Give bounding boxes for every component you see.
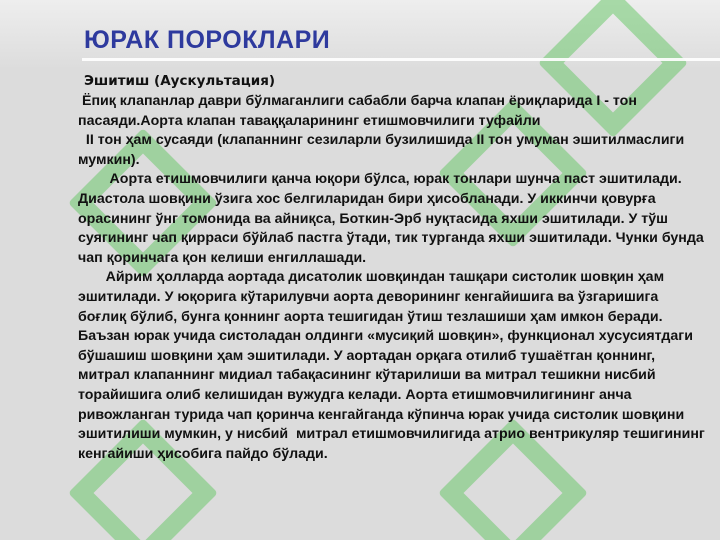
body-text bbox=[78, 92, 709, 464]
paragraph: Аорта етишмовчилиги қанча юқори бўлса, юрак тонлари шунча паст эшитилади. Диастола шовқини ўзига хос белгиларидан бири ҳисобланади. У иккинчи қовурға орасининг ўнг томонида ва айниқса, Боткин-Эрб нуқтасида яхши эшитилади. У тўш суягининг чап қирраси бўйлаб пастга ўтади, тик турганда яхши эшитилади. Чунки бунда чап қоринчага қон келиши енгиллашади. bbox=[78, 171, 708, 266]
paragraph: Ёпиқ клапанлар даври бўлмаганлиги сабабли барча клапан ёриқларида I - тон пасаяди.Аорта клапан таваққаларининг етишмовчилиги туфайли bbox=[78, 93, 645, 129]
section-subtitle: Эшитиш (Аускультация) bbox=[84, 73, 276, 89]
paragraph: II тон ҳам сусаяди (клапаннинг сезиларли бузилишида II тон умуман эшитилмаслиги мумкин). bbox=[78, 132, 689, 168]
page-title: ЮРАК ПОРОКЛАРИ bbox=[84, 26, 331, 54]
paragraph: Айрим ҳолларда аортада дисатолик шовқиндан ташқари систолик шовқин ҳам эшитилади. У юқорига кўтарилувчи аорта деворининг кенгайишига ва ўзгаришига боғлиқ бўлиб, бунга қоннинг аорта тешигидан ўтиш тезлашиши ҳам имкон беради. Баъзан юрак учида систоладан олдинги «мусиқий шовқин», функционал хусусиятдаги бўшашиш шовқини ҳам эшитилади. У аортадан орқага отилиб тушаётган қоннинг, митрал клапаннинг мидиал табақасининг кўтарилиши ва митрал тешикни нисбий торайишига олиб келишидан вужудга келади. Аорта етишмовчилигининг анча ривожланган турида чап қоринча кенгайганда кўпинча юрак учида систолик шовқини эшитилиши мумкин, у нисбий митрал етишмовчилигида атрио вентрикуляр тешигининг кенгайиши ҳисобига пайдо бўлади. bbox=[78, 269, 709, 462]
title-underline bbox=[82, 58, 720, 61]
